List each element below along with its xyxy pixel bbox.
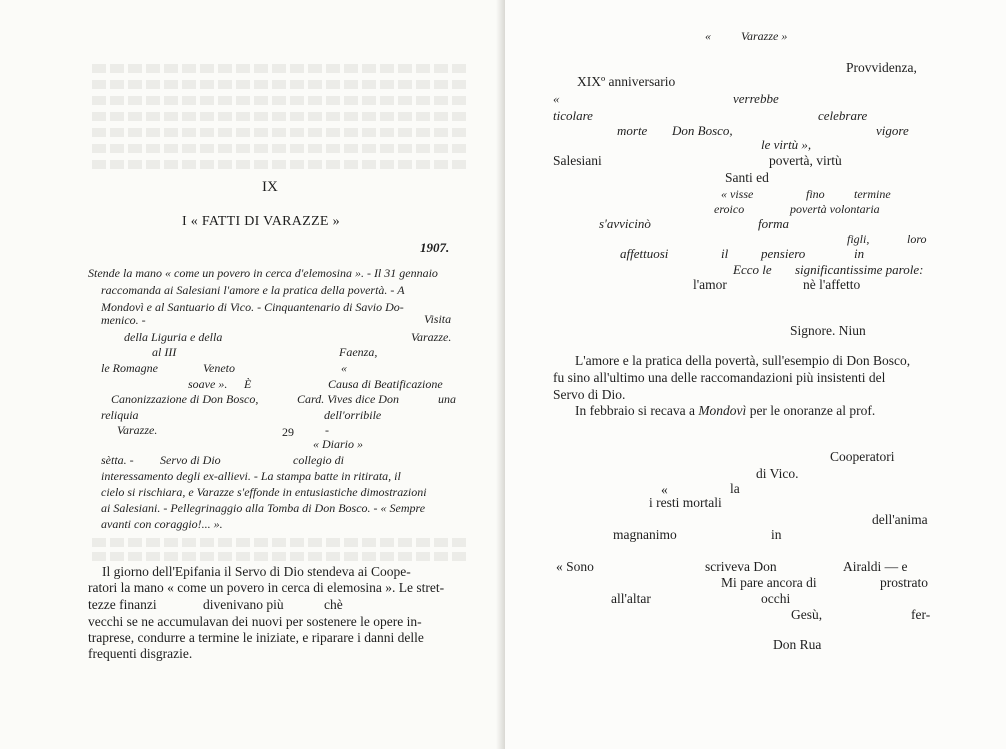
bleed-through-line	[92, 552, 467, 561]
right-line: Salesiani	[553, 153, 602, 168]
right-line: nè l'affetto	[803, 277, 861, 292]
fragment: È	[244, 377, 252, 391]
fragment: Varazze.	[411, 330, 452, 344]
fragment: Faenza,	[339, 345, 378, 359]
right-line: significantissime parole:	[795, 262, 924, 277]
bleed-through-line	[92, 96, 467, 105]
right-line: fer-	[911, 607, 931, 622]
bleed-through-line	[92, 128, 467, 137]
right-line: «	[661, 482, 668, 497]
fragment: Servo di Dio	[160, 453, 221, 467]
year: 1907.	[420, 240, 450, 255]
fragment: una	[438, 392, 456, 406]
right-line: eroico	[714, 202, 745, 216]
right-line: Ecco le	[733, 262, 772, 277]
summary-end-line: interessamento degli ex-allievi. - La stampa batte in ritirata, il	[101, 469, 401, 483]
right-line: Gesù,	[791, 607, 823, 622]
right-line: in	[854, 246, 865, 261]
fragment: collegio di	[293, 453, 344, 467]
right-line: le virtù »,	[761, 137, 812, 152]
body-line: divenivano più	[203, 597, 284, 612]
right-line: morte	[617, 123, 648, 138]
summary-end-line: avanti con coraggio!... ».	[101, 517, 223, 531]
bleed-through-line	[92, 64, 467, 73]
body-line: ratori la mano « come un povero in cerca di elemosina ». Le stret-	[88, 580, 445, 595]
body-line: frequenti disgrazie.	[88, 646, 193, 661]
right-line: l'amor	[693, 277, 727, 292]
right-line: magnanimo	[613, 527, 677, 542]
right-line: Santi ed	[725, 170, 769, 185]
summary-line: menico. -	[101, 313, 146, 327]
right-line: Don Rua	[773, 637, 822, 652]
paragraph-line: fu sino all'ultimo una delle raccomandazioni più insistenti del	[553, 370, 886, 385]
summary-end-line: ai Salesiani. - Pellegrinaggio alla Tomba di Don Bosco. - « Sempre	[101, 501, 426, 515]
bleed-through-line	[92, 112, 467, 121]
right-line: « visse	[721, 187, 754, 201]
right-line: XIXº anniversario	[577, 74, 676, 89]
fragment: dell'orribile	[324, 408, 382, 422]
bleed-through-line	[92, 80, 467, 89]
right-line: i resti mortali	[649, 495, 722, 510]
right-line: fino	[806, 187, 825, 201]
right-line: « Sono	[556, 559, 594, 574]
paragraph-line: L'amore e la pratica della povertà, sull'esempio di Don Bosco,	[575, 353, 911, 368]
fragment: Veneto	[203, 361, 235, 375]
chapter-title: I « FATTI DI VARAZZE »	[182, 214, 340, 229]
right-line: pensiero	[761, 246, 806, 261]
summary-line: raccomanda ai Salesiani l'amore e la pratica della povertà. - A	[101, 283, 405, 297]
fragment: della Liguria e della	[124, 330, 223, 344]
right-line: di Vico.	[756, 466, 799, 481]
summary-line: Stende la mano « come un povero in cerca d'elemosina ». - Il 31 gennaio	[88, 266, 438, 280]
right-line: Provvidenza,	[846, 60, 917, 75]
fragment: soave ».	[188, 377, 228, 391]
fragment: reliquia	[101, 408, 139, 422]
bleed-through-line	[92, 538, 467, 547]
fragment: «	[341, 361, 347, 375]
right-line: povertà volontaria	[790, 202, 880, 216]
right-line: forma	[758, 216, 790, 231]
body-line: tezze finanzi	[88, 597, 157, 612]
body-line: chè	[324, 597, 343, 612]
right-line: prostrato	[880, 575, 928, 590]
right-line: il	[721, 246, 729, 261]
paragraph-line: In febbraio si recava a Mondovì per le onoranze al prof.	[575, 403, 876, 418]
bleed-through-line	[92, 144, 467, 153]
right-line: all'altar	[611, 591, 651, 606]
body-line: vecchi se ne accumulavan dei nuovi per sostenere le opere in-	[88, 614, 422, 629]
fragment: Visita	[424, 312, 452, 326]
running-header: « Varazze »	[705, 29, 788, 43]
right-line: Signore. Niun	[790, 323, 866, 338]
right-line: povertà, virtù	[769, 153, 842, 168]
right-line: scriveva Don	[705, 559, 777, 574]
fragment: sètta. -	[101, 453, 134, 467]
right-line: in	[771, 527, 782, 542]
right-line: s'avvicinò	[599, 216, 651, 231]
right-line: la	[730, 481, 740, 496]
right-line: affettuosi	[620, 246, 669, 261]
right-line: vigore	[876, 123, 909, 138]
body-line: traprese, condurre a termine le iniziate, e riparare i danni delle	[88, 630, 424, 645]
right-line: figli,	[847, 232, 870, 246]
right-line: ticolare	[553, 108, 593, 123]
chapter-number: IX	[262, 179, 278, 195]
right-line: Mi pare ancora di	[721, 575, 817, 590]
bleed-through-line	[92, 160, 467, 169]
fragment: Varazze.	[117, 423, 158, 437]
fragment: « Diario »	[313, 437, 364, 451]
right-line: dell'anima	[872, 512, 928, 527]
paragraph-line: Servo di Dio.	[553, 387, 626, 402]
right-line: occhi	[761, 591, 791, 606]
body-line: Il giorno dell'Epifania il Servo di Dio stendeva ai Coope-	[102, 564, 411, 579]
right-line: «	[553, 91, 560, 106]
fragment: 29	[282, 425, 294, 439]
right-line: loro	[907, 232, 927, 246]
summary-end-line: cielo si rischiara, e Varazze s'effonde in entusiastiche dimostrazioni	[101, 485, 427, 499]
fragment: Canonizzazione di Don Bosco,	[111, 392, 259, 406]
right-page	[505, 0, 1006, 749]
right-line: Airaldi — e	[843, 559, 908, 574]
right-line: termine	[854, 187, 891, 201]
fragment: le Romagne	[101, 361, 158, 375]
fragment: Causa di Beatificazione	[328, 377, 443, 391]
right-line: Cooperatori	[830, 449, 895, 464]
fragment: -	[325, 423, 329, 437]
summary-line: Mondovì e al Santuario di Vico. - Cinquantenario di Savio Do-	[101, 300, 404, 314]
right-line: Don Bosco,	[672, 123, 733, 138]
fragment: Card. Vives dice Don	[297, 392, 399, 406]
fragment: al III	[152, 345, 177, 359]
right-line: celebrare	[818, 108, 868, 123]
right-line: verrebbe	[733, 91, 779, 106]
